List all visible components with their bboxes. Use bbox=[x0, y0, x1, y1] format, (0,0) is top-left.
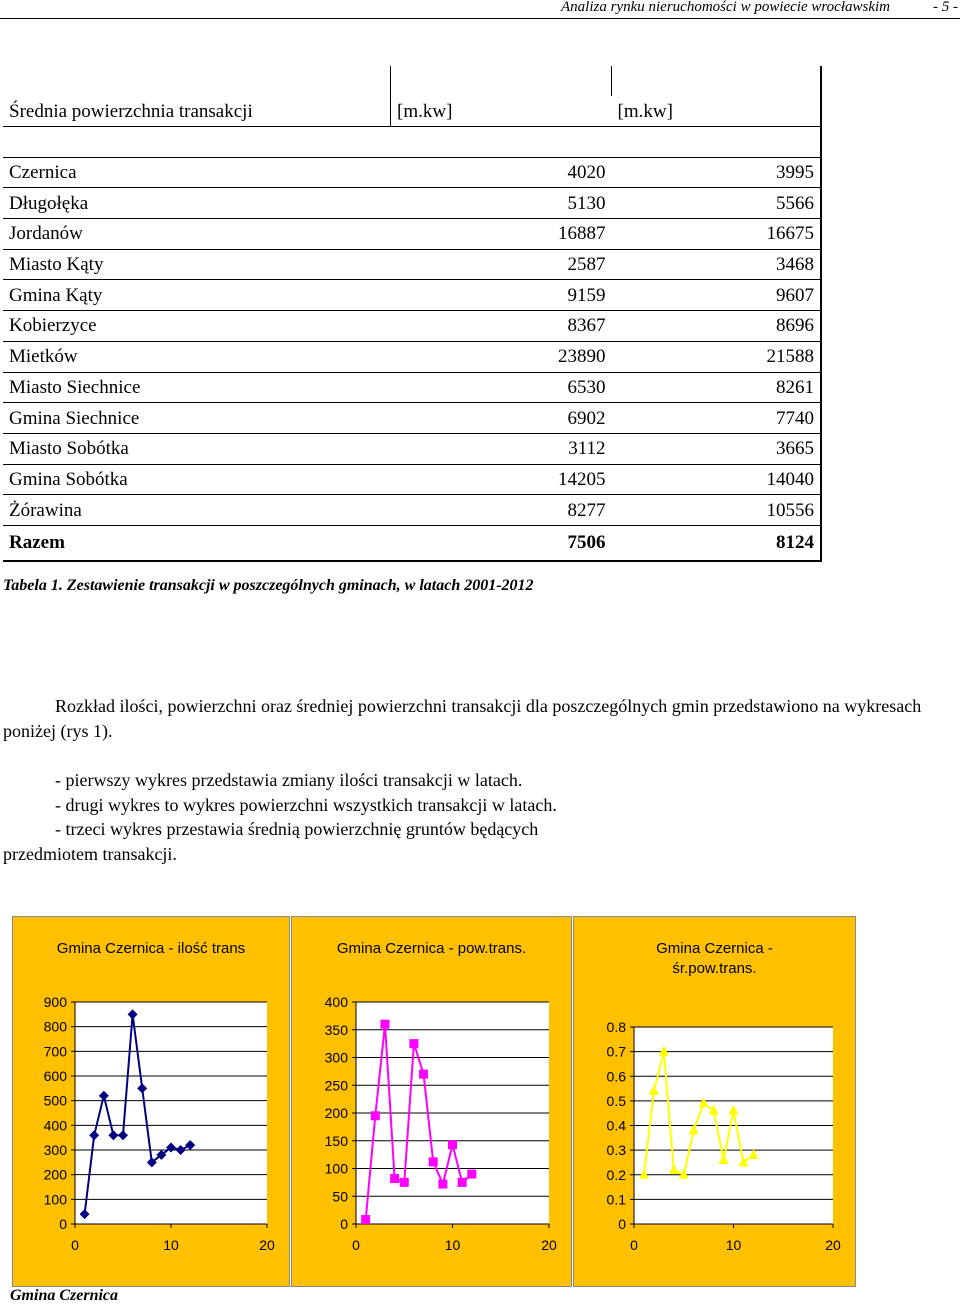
data-point bbox=[419, 1070, 428, 1079]
y-tick-label: 100 bbox=[43, 1191, 67, 1208]
y-tick-label: 900 bbox=[43, 994, 67, 1010]
x-tick-label: 0 bbox=[352, 1237, 360, 1253]
table-row bbox=[3, 433, 821, 464]
y-tick-label: 400 bbox=[43, 1117, 67, 1134]
total-value-1: 7506 bbox=[391, 525, 612, 561]
data-point bbox=[380, 1020, 389, 1029]
data-point bbox=[371, 1111, 380, 1120]
row-value-1: 23890 bbox=[391, 341, 612, 372]
y-tick-label: 0.7 bbox=[606, 1043, 626, 1060]
row-value-2: 21588 bbox=[612, 341, 822, 372]
table-row bbox=[3, 311, 821, 342]
row-value-1: 6530 bbox=[391, 372, 612, 403]
total-name: Razem bbox=[3, 525, 391, 561]
plot-area bbox=[75, 1002, 267, 1224]
list-item: - trzeci wykres przestawia średnią powierzchnię gruntów będących bbox=[55, 819, 539, 839]
row-value-1: 4020 bbox=[391, 157, 612, 188]
y-tick-label: 500 bbox=[43, 1092, 67, 1109]
y-tick-label: 400 bbox=[324, 994, 348, 1010]
row-name: Gmina Sobótka bbox=[3, 464, 391, 495]
row-value-2: 14040 bbox=[612, 464, 822, 495]
data-point bbox=[448, 1140, 457, 1149]
y-tick-label: 0.8 bbox=[606, 1019, 626, 1035]
data-point bbox=[429, 1157, 438, 1166]
table-caption bbox=[3, 577, 534, 595]
chart-svg bbox=[13, 917, 289, 1286]
caption-text: Zestawienie transakcji w poszczególnych gminach, w latach 2001-2012 bbox=[66, 577, 534, 594]
data-point bbox=[400, 1178, 409, 1187]
x-tick-label: 20 bbox=[541, 1237, 557, 1253]
y-tick-label: 50 bbox=[332, 1188, 348, 1205]
table-row bbox=[3, 341, 821, 372]
page-header bbox=[0, 0, 960, 18]
y-tick-label: 0.3 bbox=[606, 1142, 626, 1159]
y-tick-label: 700 bbox=[43, 1043, 67, 1060]
row-value-2: 8696 bbox=[612, 311, 822, 342]
body-paragraph: Rozkład ilości, powierzchni oraz średniej powierzchni transakcji dla poszczególnych gmin przedstawiono na wykresach poniżej (rys 1). bbox=[3, 696, 922, 741]
data-point bbox=[361, 1215, 370, 1224]
list-item: - drugi wykres to wykres powierzchni wszystkich transakcji w latach. bbox=[55, 794, 557, 815]
chart-title: Gmina Czernica - ilość trans bbox=[56, 940, 246, 957]
x-tick-label: 0 bbox=[71, 1237, 79, 1253]
row-name: Miasto Siechnice bbox=[3, 372, 391, 403]
row-name: Miasto Kąty bbox=[3, 249, 391, 280]
row-name: Gmina Kąty bbox=[3, 280, 391, 311]
y-tick-label: 0.5 bbox=[606, 1092, 626, 1109]
table-row bbox=[3, 464, 821, 495]
y-tick-label: 0.4 bbox=[606, 1117, 626, 1134]
row-value-1: 9159 bbox=[391, 280, 612, 311]
header-unit-1: [m.kw] bbox=[391, 96, 612, 127]
row-value-2: 7740 bbox=[612, 403, 822, 434]
data-point bbox=[438, 1180, 447, 1189]
table-top-spacer bbox=[3, 66, 821, 96]
row-name: Miasto Sobótka bbox=[3, 433, 391, 464]
x-tick-label: 20 bbox=[825, 1237, 841, 1253]
chart-svg bbox=[574, 917, 855, 1286]
table-row bbox=[3, 495, 821, 526]
chart-title: Gmina Czernica - pow.trans. bbox=[336, 940, 527, 957]
y-tick-label: 0.6 bbox=[606, 1068, 626, 1085]
row-value-1: 8277 bbox=[391, 495, 612, 526]
charts-row bbox=[12, 916, 857, 1287]
table-row bbox=[3, 249, 821, 280]
row-value-1: 14205 bbox=[391, 464, 612, 495]
row-value-1: 2587 bbox=[391, 249, 612, 280]
row-name: Mietków bbox=[3, 341, 391, 372]
y-tick-label: 300 bbox=[43, 1142, 67, 1158]
row-value-1: 8367 bbox=[391, 311, 612, 342]
row-name: Czernica bbox=[3, 157, 391, 188]
y-tick-label: 250 bbox=[324, 1077, 348, 1094]
chart-svg bbox=[292, 917, 571, 1286]
row-name: Żórawina bbox=[3, 495, 391, 526]
data-point bbox=[409, 1039, 418, 1048]
row-name: Gmina Siechnice bbox=[3, 403, 391, 434]
y-tick-label: 0 bbox=[340, 1216, 348, 1232]
row-value-2: 5566 bbox=[612, 188, 822, 219]
row-value-2: 3468 bbox=[612, 249, 822, 280]
table-row bbox=[3, 372, 821, 403]
chart-title: śr.pow.trans. bbox=[672, 960, 757, 977]
header-rule bbox=[0, 18, 960, 19]
header-label: Średnia powierzchnia transakcji bbox=[3, 96, 391, 127]
footer-label: Gmina Czernica bbox=[10, 1287, 119, 1304]
y-tick-label: 200 bbox=[43, 1166, 67, 1183]
table-row bbox=[3, 403, 821, 434]
x-tick-label: 10 bbox=[163, 1237, 179, 1253]
row-name: Jordanów bbox=[3, 219, 391, 250]
data-point bbox=[458, 1178, 467, 1187]
table-header-row bbox=[3, 96, 821, 127]
header-title: Analiza rynku nieruchomości w powiecie wrocławskim bbox=[561, 0, 890, 15]
chart-title: Gmina Czernica - bbox=[656, 940, 773, 957]
y-tick-label: 0.1 bbox=[606, 1191, 626, 1208]
chart-count bbox=[12, 916, 290, 1287]
header-unit-2: [m.kw] bbox=[612, 96, 822, 127]
page-number: - 5 - bbox=[933, 0, 958, 15]
row-value-2: 16675 bbox=[612, 219, 822, 250]
table-spacer-row bbox=[3, 127, 821, 158]
row-value-2: 3665 bbox=[612, 433, 822, 464]
chart-area bbox=[291, 916, 572, 1287]
y-tick-label: 0.2 bbox=[606, 1166, 626, 1183]
row-value-2: 9607 bbox=[612, 280, 822, 311]
table-total-row bbox=[3, 525, 821, 561]
y-tick-label: 200 bbox=[324, 1105, 348, 1121]
row-name: Kobierzyce bbox=[3, 311, 391, 342]
y-tick-label: 0 bbox=[59, 1216, 67, 1232]
y-tick-label: 150 bbox=[324, 1132, 348, 1149]
row-value-1: 16887 bbox=[391, 219, 612, 250]
data-point bbox=[467, 1170, 476, 1179]
y-tick-label: 100 bbox=[324, 1160, 348, 1177]
table-row bbox=[3, 157, 821, 188]
x-tick-label: 10 bbox=[444, 1237, 461, 1253]
table-row bbox=[3, 219, 821, 250]
y-tick-label: 600 bbox=[43, 1068, 67, 1084]
transactions-table bbox=[3, 66, 822, 562]
description-list bbox=[3, 768, 953, 866]
row-value-2: 3995 bbox=[612, 157, 822, 188]
list-item: - pierwszy wykres przedstawia zmiany ilości transakcji w latach. bbox=[55, 770, 523, 790]
y-tick-label: 300 bbox=[324, 1049, 348, 1066]
row-name: Długołęka bbox=[3, 188, 391, 219]
table-row bbox=[3, 188, 821, 219]
chart-avg-area bbox=[573, 916, 856, 1287]
caption-label: Tabela 1. bbox=[3, 577, 67, 594]
y-tick-label: 350 bbox=[324, 1021, 348, 1038]
total-value-2: 8124 bbox=[612, 525, 822, 561]
list-item-tail: przedmiotem transakcji. bbox=[3, 843, 177, 864]
x-tick-label: 10 bbox=[725, 1237, 742, 1253]
row-value-2: 10556 bbox=[612, 495, 822, 526]
row-value-2: 8261 bbox=[612, 372, 822, 403]
row-value-1: 3112 bbox=[391, 433, 612, 464]
row-value-1: 6902 bbox=[391, 403, 612, 434]
y-tick-label: 800 bbox=[43, 1018, 67, 1035]
data-point bbox=[390, 1174, 399, 1183]
y-tick-label: 0 bbox=[618, 1216, 626, 1232]
x-tick-label: 20 bbox=[259, 1237, 275, 1253]
x-tick-label: 0 bbox=[630, 1237, 638, 1253]
row-value-1: 5130 bbox=[391, 188, 612, 219]
table-row bbox=[3, 280, 821, 311]
